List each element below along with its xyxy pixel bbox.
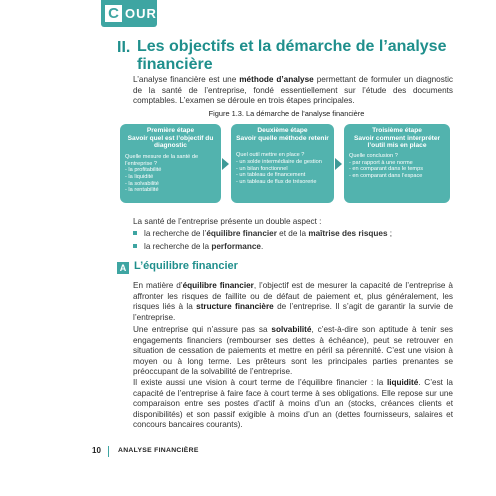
- step-item: - en comparant dans le temps: [349, 166, 423, 173]
- step-item: - un tableau de flux de trésorerie: [236, 178, 317, 185]
- step-item: - en comparant dans l’espace: [349, 172, 423, 179]
- para-text: de l’entreprise. Il s’agit de garantir la survie de l’entreprise.: [133, 302, 453, 322]
- para-bold: équilibre financier: [182, 281, 254, 290]
- step-box-1: [120, 124, 221, 203]
- footer-divider: [108, 446, 109, 457]
- step-question: Quelle mesure de la santé de l’entreprise ?: [125, 153, 199, 167]
- step-item: - un bilan fonctionnel: [236, 165, 288, 172]
- step-item: - un tableau de financement: [236, 172, 306, 179]
- para-bold: structure financière: [196, 302, 274, 312]
- paragraph-equilibre: [133, 281, 453, 323]
- arrow-right-icon: [222, 158, 229, 170]
- page-number: 10: [92, 446, 101, 455]
- step-title: Troisième étape Savoir comment interpréter l’outil mis en place: [353, 127, 441, 150]
- list-bold: performance: [211, 242, 261, 251]
- running-title: ANALYSE FINANCIÈRE: [118, 447, 199, 454]
- para-text: , l’objectif est de mesurer la capacité de l’entreprise à affronter les risques de faillite ou de défaut de paiement et, plus généralement, les risques liés à la: [133, 281, 453, 312]
- section-title: Les objectifs et la démarche de l’analyse financière: [137, 38, 447, 73]
- double-aspect-list: [133, 227, 453, 253]
- intro-text-cont: permettant de formuler un diagnostic de la santé de l’entreprise, fondé essentiellement sur l’étude des documents comptables. L’examen se déroule en trois étapes principales.: [133, 75, 454, 106]
- list-item: [133, 227, 453, 240]
- para-bold: solvabilité: [271, 325, 312, 334]
- figure-caption: Figure 1.3. La démarche de l’analyse financière: [208, 109, 365, 118]
- para-text: . C’est la capacité de l’entreprise à faire face à court terme à ses obligations. Elle repose sur une comparaison entre ses postes d’actif à moins d’un an (stocks, créances clients et disponibilités) et son passif exigible à moins d’un an (dettes fournisseurs, salaires et concours bancaires courants).: [133, 378, 453, 430]
- list-text: et de la: [276, 229, 309, 238]
- intro-paragraph: [133, 75, 453, 107]
- double-aspect-lead: La santé de l’entreprise présente un double aspect :: [133, 217, 322, 226]
- step-box-3: [344, 124, 450, 203]
- step-items: [125, 167, 216, 193]
- step-title: Deuxième étape Savoir quelle méthode retenir: [236, 127, 329, 142]
- intro-text: L’analyse financière est une: [133, 75, 240, 84]
- chapter-tab-label: OURS: [125, 6, 167, 21]
- list-bold: équilibre financier: [206, 229, 277, 238]
- step-item: - la rentabilité: [125, 187, 159, 194]
- step-question: Quelle conclusion ?: [349, 152, 398, 159]
- para-text: , c’est-à-dire son aptitude à tenir ses engagements financiers (rembourser ses dettes à échéance), peut se retrouver en situation de cessation de paiements et mettre en péril sa pérennité. C’est une vision à moyen ou à long terme. Les prêteurs sont les principales parties prenantes se préoccupant de la solvabilité de l’entreprise.: [133, 325, 453, 377]
- step-question: Quel outil mettre en place ?: [236, 152, 305, 159]
- intro-bold: méthode d’analyse: [239, 75, 314, 84]
- arrow-right-icon: [335, 158, 342, 170]
- step-item: - la liquidité: [125, 173, 154, 180]
- step-box-2: [231, 124, 334, 203]
- para-text: Il existe aussi une vision à court terme de l’équilibre financier : la: [133, 378, 387, 387]
- para-text: En matière d’: [133, 281, 183, 290]
- paragraph-solvabilite: [133, 325, 453, 378]
- section-number: II.: [117, 39, 131, 56]
- para-text: Une entreprise qui n’assure pas sa: [133, 325, 272, 334]
- step-items: [349, 160, 445, 180]
- step-title: Première étape Savoir quel est l’objectif du diagnostic: [127, 127, 214, 150]
- list-text: la recherche de l’: [144, 229, 207, 238]
- chapter-tab-initial: C: [104, 4, 123, 23]
- para-bold: liquidité: [386, 378, 419, 387]
- step-item: - un solde intermédiaire de gestion: [236, 158, 322, 165]
- list-bold: maîtrise des risques: [308, 229, 388, 238]
- step-items: [236, 159, 329, 185]
- step-item: - la profitabilité: [125, 167, 162, 174]
- paragraph-liquidite: [133, 378, 453, 431]
- list-text: .: [260, 242, 264, 251]
- step-item: - la solvabilité: [125, 180, 159, 187]
- list-text: la recherche de la: [144, 242, 212, 251]
- subsection-badge: A: [117, 262, 129, 274]
- list-text: ;: [387, 229, 393, 238]
- subsection-title: L’équilibre financier: [134, 260, 238, 272]
- step-item: - par rapport à une norme: [349, 159, 413, 166]
- list-item: [133, 240, 453, 253]
